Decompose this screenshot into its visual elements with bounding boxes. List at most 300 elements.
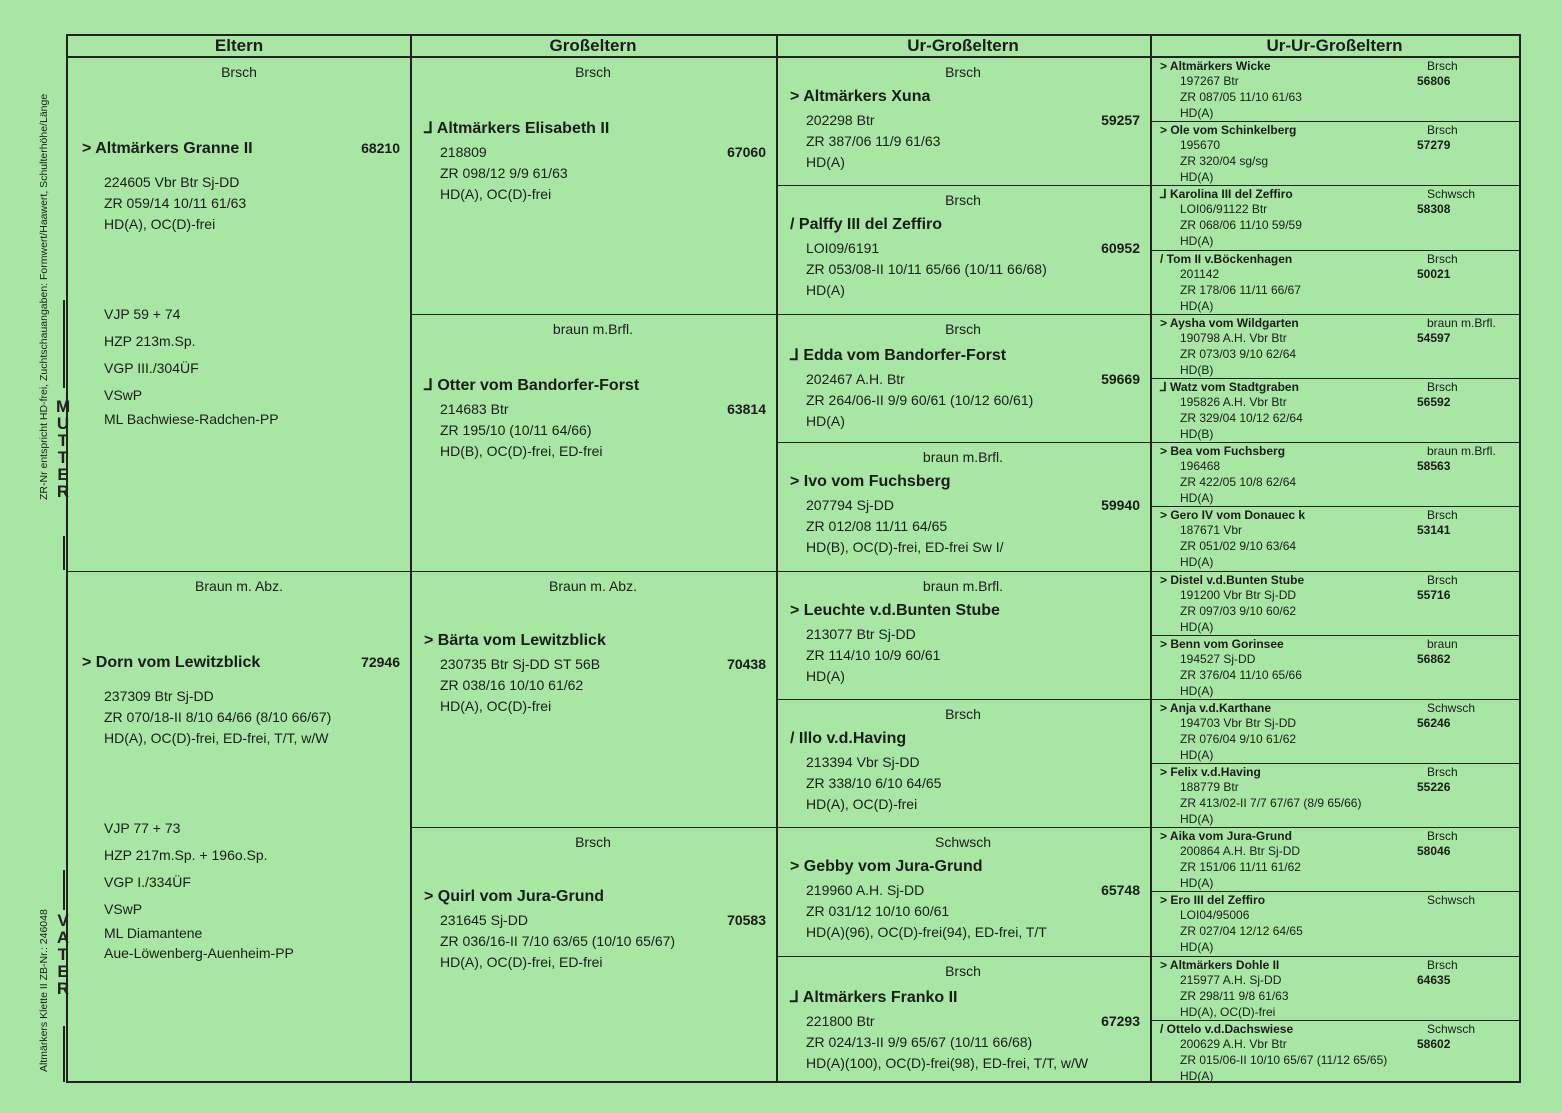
- detail-text: ZR 097/03 9/10 60/62: [1180, 603, 1297, 618]
- detail-text: HD(A): [1180, 298, 1214, 313]
- coat-color: Brsch: [1427, 379, 1458, 394]
- dog-name-text: / Ottelo v.d.Dachswiese: [1160, 1021, 1294, 1036]
- coat-color: Brsch: [1427, 508, 1458, 523]
- detail-line: [1160, 282, 1519, 298]
- dog-id: 64635: [1417, 972, 1451, 987]
- pedigree-cell: [1150, 892, 1519, 956]
- dog-name: [410, 888, 776, 906]
- detail-line: [1160, 554, 1519, 570]
- coat-color: Brsch: [1427, 765, 1458, 780]
- detail-line: ZR 053/08-II 10/11 65/66 (10/11 66/68): [806, 261, 1047, 278]
- dog-name-text: > Gebby vom Jura-Grund: [790, 858, 983, 876]
- detail-text: ZR 073/03 9/10 62/64: [1180, 346, 1297, 361]
- side-note-bottom: Altmärkers Klette II ZB-Nr.: 246048: [38, 909, 50, 1072]
- detail-line: [1160, 587, 1519, 603]
- detail-line: [410, 910, 776, 931]
- detail-line: [776, 880, 1150, 901]
- detail-line: [1160, 153, 1519, 169]
- detail-text: ZR 298/11 9/8 61/63: [1180, 988, 1289, 1003]
- detail-line: [1160, 426, 1519, 442]
- detail-text: ZR 051/02 9/10 63/64: [1180, 539, 1297, 554]
- pedigree-cell: [776, 58, 1150, 186]
- performance-line: HZP 217m.Sp. + 196o.Sp.: [104, 846, 268, 863]
- side-line: [63, 870, 65, 910]
- detail-line: [1160, 169, 1519, 185]
- detail-text: 214683 Btr: [440, 400, 509, 417]
- detail-line: ZR 195/10 (10/11 64/66): [440, 421, 592, 438]
- detail-text: HD(A): [1180, 619, 1214, 634]
- pedigree-cell: [1150, 957, 1519, 1021]
- dog-id: 68210: [361, 140, 400, 156]
- detail-line: 213394 Vbr Sj-DD: [806, 753, 920, 770]
- pedigree-cell: [1150, 315, 1519, 379]
- detail-line: [1160, 538, 1519, 554]
- dog-name-text: > Ivo vom Fuchsberg: [790, 473, 951, 491]
- detail-line: [1160, 795, 1519, 811]
- dog-id: 63814: [727, 400, 766, 417]
- performance-line: ML Bachwiese-Radchen-PP: [104, 411, 279, 427]
- pedigree-cell: [1150, 122, 1519, 186]
- detail-line: [1160, 490, 1519, 506]
- dog-name-text: > Dorn vom Lewitzblick: [82, 653, 261, 671]
- dog-name-text: ⅃ Otter vom Bandorfer-Forst: [424, 376, 640, 394]
- dog-id: 60952: [1101, 240, 1140, 257]
- detail-line: HD(A), OC(D)-frei: [440, 186, 552, 202]
- dog-name-text: ⅃ Altmärkers Franko II: [790, 988, 958, 1006]
- column-grosseltern: [410, 36, 778, 1081]
- detail-text: 200629 A.H. Vbr Btr: [1180, 1036, 1287, 1051]
- detail-line: 213077 Btr Sj-DD: [806, 625, 916, 642]
- detail-line: ZR 012/08 11/11 64/65: [806, 518, 948, 535]
- coat-color: braun m.Brfl.: [922, 449, 1004, 466]
- detail-line: [1160, 105, 1519, 121]
- coat-color: Schwsch: [1427, 187, 1476, 202]
- detail-line: [1160, 972, 1519, 988]
- detail-line: [1160, 73, 1519, 89]
- detail-line: [1160, 683, 1519, 699]
- dog-name-text: / Tom II v.Böckenhagen: [1160, 251, 1293, 266]
- dog-id: 70438: [727, 655, 766, 672]
- detail-text: HD(A): [1180, 683, 1214, 698]
- detail-text: 219960 A.H. Sj-DD: [806, 882, 925, 899]
- detail-line: ZR 114/10 10/9 60/61: [806, 646, 941, 663]
- coat-color: Brsch: [945, 705, 981, 722]
- dog-name-text: > Altmärkers Granne II: [82, 140, 253, 157]
- detail-text: ZR 178/06 11/11 66/67: [1180, 282, 1301, 297]
- detail-line: HD(A), OC(D)-frei: [440, 697, 552, 714]
- detail-line: [1160, 779, 1519, 795]
- detail-line: [1160, 1052, 1519, 1068]
- detail-line: [1160, 474, 1519, 490]
- dog-name: [1160, 380, 1519, 394]
- dog-id: 59257: [1101, 112, 1140, 128]
- detail-line: ZR 038/16 10/10 61/62: [440, 676, 584, 693]
- dog-name: [776, 345, 1150, 365]
- dog-id: 58563: [1417, 459, 1451, 474]
- header-eltern: Eltern: [68, 36, 410, 58]
- detail-line: [1160, 939, 1519, 955]
- detail-text: 195826 A.H. Vbr Btr: [1180, 394, 1287, 409]
- detail-line: HD(B), OC(D)-frei, ED-frei: [440, 442, 603, 459]
- dog-id: 53141: [1417, 523, 1451, 538]
- detail-line: [1160, 1068, 1519, 1084]
- detail-line: HD(A): [806, 282, 845, 299]
- detail-text: 191200 Vbr Btr Sj-DD: [1180, 587, 1297, 602]
- dog-name: [776, 216, 1150, 234]
- detail-line: [1160, 715, 1519, 731]
- detail-text: ZR 068/06 11/10 59/59: [1180, 218, 1302, 233]
- dog-name-text: > Ero III del Zeffiro: [1160, 893, 1266, 908]
- detail-line: ZR 059/14 10/11 61/63: [104, 195, 247, 211]
- dog-name-text: > Bea vom Fuchsberg: [1160, 444, 1286, 459]
- dog-name: [776, 730, 1150, 748]
- coat-color: braun m.Brfl.: [922, 577, 1004, 594]
- dog-name-text: > Anja v.d.Karthane: [1160, 700, 1272, 715]
- dog-name-text: > Altmärkers Dohle II: [1160, 957, 1280, 972]
- dog-name: [1160, 316, 1519, 330]
- pedigree-cell: [776, 186, 1150, 314]
- pedigree-cell: [1150, 764, 1519, 828]
- pedigree-cell: [1150, 58, 1519, 122]
- pedigree-cell: [1150, 443, 1519, 507]
- pedigree-cell: [1150, 636, 1519, 700]
- coat-color: Braun m. Abz.: [195, 577, 283, 594]
- dog-name: [68, 140, 410, 158]
- detail-line: [410, 142, 776, 163]
- detail-line: HD(A), OC(D)-frei, ED-frei: [440, 954, 603, 971]
- coat-color: Brsch: [1427, 572, 1458, 587]
- detail-line: [1160, 1004, 1519, 1020]
- detail-text: 202467 A.H. Btr: [806, 370, 905, 387]
- dog-id: 56862: [1417, 651, 1451, 666]
- column-urgrosseltern: [776, 36, 1152, 1081]
- dog-name: [1160, 59, 1519, 73]
- coat-color: braun: [1427, 636, 1458, 651]
- detail-line: ZR 098/12 9/9 61/63: [440, 165, 568, 181]
- header-grosseltern: Großeltern: [410, 36, 776, 58]
- detail-text: HD(B): [1180, 426, 1214, 441]
- detail-line: [1160, 522, 1519, 538]
- mutter-label: M U T T E R: [56, 397, 71, 501]
- detail-line: [1160, 923, 1519, 939]
- detail-line: [1160, 362, 1519, 378]
- dog-name: [1160, 252, 1519, 266]
- dog-name: [1160, 893, 1519, 907]
- dog-name-text: > Ole vom Schinkelberg: [1160, 123, 1297, 138]
- dog-name: [1160, 958, 1519, 972]
- detail-text: 218809: [440, 144, 487, 160]
- performance-line: ML Diamantene: [104, 924, 203, 941]
- dog-name: [1160, 637, 1519, 651]
- dog-id: 67293: [1101, 1012, 1140, 1029]
- pedigree-cell: [410, 58, 776, 315]
- detail-text: HD(A): [1180, 234, 1214, 249]
- pedigree-cell: [776, 957, 1150, 1085]
- performance-line: VGP I./334ÜF: [104, 873, 191, 890]
- column-eltern: [68, 36, 412, 1081]
- detail-text: ZR 087/05 11/10 61/63: [1180, 90, 1302, 104]
- coat-color: Schwsch: [1427, 1021, 1476, 1036]
- coat-color: Schwsch: [1427, 700, 1476, 715]
- performance-line: VJP 59 + 74: [104, 306, 181, 322]
- detail-line: [1160, 603, 1519, 619]
- detail-text: 194527 Sj-DD: [1180, 651, 1256, 666]
- detail-text: 188779 Btr: [1180, 780, 1239, 795]
- detail-line: [1160, 330, 1519, 346]
- dog-name-text: ⅃ Watz vom Stadtgraben: [1160, 379, 1299, 394]
- dog-name: [410, 632, 776, 650]
- dog-name: [776, 987, 1150, 1007]
- detail-line: [1160, 747, 1519, 763]
- dog-name: [776, 602, 1150, 620]
- dog-name-text: ⅃ Altmärkers Elisabeth II: [424, 120, 610, 137]
- pedigree-cell: [68, 58, 410, 572]
- dog-name-text: > Quirl vom Jura-Grund: [424, 888, 605, 906]
- detail-line: HD(A), OC(D)-frei: [806, 795, 918, 812]
- detail-text: HD(A): [1180, 491, 1214, 506]
- detail-text: HD(A): [1180, 747, 1214, 762]
- dog-id: 72946: [361, 653, 400, 670]
- detail-text: LOI06/91122 Btr: [1180, 202, 1268, 217]
- detail-line: ZR 070/18-II 8/10 64/66 (8/10 66/67): [104, 708, 332, 725]
- detail-text: HD(A): [1180, 1068, 1214, 1083]
- dog-id: 56592: [1417, 394, 1451, 409]
- detail-line: ZR 387/06 11/9 61/63: [806, 133, 941, 149]
- pedigree-cell: [68, 572, 410, 1086]
- dog-id: 57279: [1417, 138, 1451, 153]
- performance-line: VGP III./304ÜF: [104, 360, 199, 376]
- detail-line: [1160, 859, 1519, 875]
- detail-line: ZR 024/13-II 9/9 65/67 (10/11 66/68): [806, 1033, 1033, 1050]
- detail-line: HD(A), OC(D)-frei: [104, 216, 216, 232]
- dog-name-text: > Aika vom Jura-Grund: [1160, 829, 1292, 844]
- dog-id: 58046: [1417, 844, 1451, 859]
- dog-name-text: > Leuchte v.d.Bunten Stube: [790, 601, 1000, 619]
- pedigree-cell: [1150, 379, 1519, 443]
- pedigree-cell: [1150, 507, 1519, 571]
- detail-text: ZR 027/04 12/12 64/65: [1180, 924, 1303, 939]
- detail-line: HD(B), OC(D)-frei, ED-frei Sw I/: [806, 539, 1004, 556]
- detail-line: [1160, 217, 1519, 233]
- pedigree-cell: [1150, 700, 1519, 764]
- detail-line: [776, 369, 1150, 390]
- side-line: [63, 536, 65, 570]
- detail-line: HD(A): [806, 154, 845, 170]
- coat-color: Brsch: [1427, 829, 1458, 844]
- detail-line: ZR 264/06-II 9/9 60/61 (10/12 60/61): [806, 391, 1034, 408]
- pedigree-cell: [410, 572, 776, 829]
- detail-line: ZR 036/16-II 7/10 63/65 (10/10 65/67): [440, 933, 676, 950]
- coat-color: Schwsch: [934, 834, 992, 851]
- detail-text: 194703 Vbr Btr Sj-DD: [1180, 715, 1297, 730]
- detail-text: 230735 Btr Sj-DD ST 56B: [440, 655, 601, 672]
- detail-text: 200864 A.H. Btr Sj-DD: [1180, 844, 1301, 859]
- dog-name: [1160, 573, 1519, 587]
- dog-name-text: > Bärta vom Lewitzblick: [424, 631, 606, 649]
- coat-color: Braun m. Abz.: [549, 577, 637, 594]
- detail-text: HD(A): [1180, 106, 1214, 120]
- detail-line: [1160, 410, 1519, 426]
- detail-text: 187671 Vbr: [1180, 523, 1243, 538]
- detail-line: [1160, 266, 1519, 282]
- detail-text: 215977 A.H. Sj-DD: [1180, 972, 1282, 987]
- coat-color: Brsch: [945, 320, 981, 337]
- detail-line: HD(A)(96), OC(D)-frei(94), ED-frei, T/T: [806, 924, 1047, 941]
- side-line: [63, 300, 65, 388]
- header-urgrosseltern: Ur-Großeltern: [776, 36, 1150, 58]
- detail-text: ZR 376/04 11/10 65/66: [1180, 667, 1302, 682]
- coat-color: Brsch: [945, 64, 981, 80]
- performance-line: VJP 77 + 73: [104, 819, 181, 836]
- coat-color: braun m.Brfl.: [1427, 444, 1496, 459]
- coat-color: Brsch: [1427, 59, 1458, 73]
- detail-line: [1160, 394, 1519, 410]
- detail-line: [1160, 731, 1519, 747]
- detail-line: HD(A)(100), OC(D)-frei(98), ED-frei, T/T, w/W: [806, 1054, 1089, 1071]
- detail-line: HD(A): [806, 667, 845, 684]
- detail-text: ZR 422/05 10/8 62/64: [1180, 475, 1297, 490]
- dog-id: 56246: [1417, 715, 1451, 730]
- dog-name: [1160, 187, 1519, 201]
- detail-line: [1160, 137, 1519, 153]
- detail-line: HD(A), OC(D)-frei, ED-frei, T/T, w/W: [104, 729, 329, 746]
- detail-text: ZR 015/06-II 10/10 65/67 (11/12 65/65): [1180, 1052, 1388, 1067]
- dog-id: 50021: [1417, 266, 1451, 281]
- detail-line: [1160, 1036, 1519, 1052]
- dog-name: [1160, 444, 1519, 458]
- pedigree-table: [66, 34, 1521, 1083]
- detail-line: [1160, 843, 1519, 859]
- pedigree-cell: [1150, 572, 1519, 636]
- dog-id: 67060: [727, 144, 766, 160]
- coat-color: Brsch: [221, 64, 257, 80]
- detail-line: [1160, 907, 1519, 923]
- dog-name-text: > Distel v.d.Bunten Stube: [1160, 572, 1305, 587]
- pedigree-cell: [1150, 251, 1519, 315]
- coat-color: Schwsch: [1427, 893, 1476, 908]
- detail-text: 201142: [1180, 266, 1220, 281]
- detail-text: ZR 320/04 sg/sg: [1180, 154, 1269, 169]
- detail-line: [1160, 346, 1519, 362]
- pedigree-cell: [1150, 1021, 1519, 1085]
- vater-label: V A T E R: [56, 911, 70, 998]
- detail-text: 196468: [1180, 459, 1221, 474]
- detail-text: LOI09/6191: [806, 240, 880, 257]
- pedigree-cell: [776, 315, 1150, 443]
- dog-name-text: > Altmärkers Wicke: [1160, 59, 1271, 73]
- dog-id: 59669: [1101, 370, 1140, 387]
- detail-text: ZR 151/06 11/11 61/62: [1180, 860, 1301, 875]
- dog-name-text: > Felix v.d.Having: [1160, 765, 1261, 780]
- performance-line: VSwP: [104, 387, 143, 403]
- detail-text: 207794 Sj-DD: [806, 497, 894, 514]
- performance-line: VSwP: [104, 900, 143, 917]
- dog-id: 58602: [1417, 1036, 1451, 1051]
- dog-name: [410, 375, 776, 395]
- coat-color: Brsch: [1427, 123, 1458, 138]
- header-ururgrosseltern: Ur-Ur-Großeltern: [1150, 36, 1519, 58]
- detail-text: HD(A): [1180, 940, 1214, 955]
- detail-line: ZR 031/12 10/10 60/61: [806, 903, 950, 920]
- detail-line: [1160, 233, 1519, 249]
- detail-line: [1160, 201, 1519, 217]
- dog-name-text: > Benn vom Gorinsee: [1160, 636, 1284, 651]
- dog-name: [776, 88, 1150, 106]
- detail-text: HD(A): [1180, 876, 1214, 891]
- dog-name: [776, 858, 1150, 876]
- dog-id: 70583: [727, 912, 766, 929]
- detail-line: [1160, 988, 1519, 1004]
- dog-name: [1160, 123, 1519, 137]
- dog-name: [1160, 701, 1519, 715]
- coat-color: Brsch: [945, 192, 981, 209]
- detail-text: 231645 Sj-DD: [440, 912, 528, 929]
- coat-color: Brsch: [575, 834, 611, 851]
- pedigree-cell: [776, 572, 1150, 700]
- side-note-top: ZR-Nr entspricht HD-frei, Zuchtschauangaben: Formwert/Haawert, Schulterhöhe/Länge: [38, 93, 50, 500]
- detail-text: 221800 Btr: [806, 1012, 875, 1029]
- coat-color: Brsch: [1427, 251, 1458, 266]
- dog-name-text: / Palffy III del Zeffiro: [790, 216, 943, 234]
- dog-name-text: > Gero IV vom Donauec k: [1160, 508, 1306, 523]
- dog-name-text: ⅃ Karolina III del Zeffiro: [1160, 187, 1293, 202]
- detail-line: [410, 399, 776, 420]
- detail-text: 195670: [1180, 138, 1221, 153]
- pedigree-cell: [776, 700, 1150, 828]
- detail-line: [1160, 619, 1519, 635]
- detail-text: HD(A), OC(D)-frei: [1180, 1004, 1276, 1019]
- detail-line: [776, 495, 1150, 516]
- coat-color: Brsch: [945, 962, 981, 979]
- detail-text: HD(A): [1180, 812, 1214, 827]
- detail-line: HD(A): [806, 412, 845, 429]
- dog-name-text: / Illo v.d.Having: [790, 729, 907, 747]
- dog-name: [1160, 829, 1519, 843]
- detail-line: [776, 1011, 1150, 1032]
- detail-line: ZR 338/10 6/10 64/65: [806, 774, 942, 791]
- detail-line: 237309 Btr Sj-DD: [104, 687, 214, 704]
- column-ururgrosseltern: [1150, 36, 1519, 1081]
- coat-color: braun m.Brfl.: [1427, 315, 1496, 330]
- coat-color: Brsch: [1427, 957, 1458, 972]
- pedigree-cell: [1150, 828, 1519, 892]
- dog-name: [410, 118, 776, 138]
- performance-line: Aue-Löwenberg-Auenheim-PP: [104, 944, 294, 961]
- performance-line: HZP 213m.Sp.: [104, 333, 196, 349]
- detail-text: HD(A): [1180, 555, 1214, 570]
- detail-text: 197267 Btr: [1180, 74, 1239, 88]
- detail-line: [1160, 651, 1519, 667]
- detail-text: 202298 Btr: [806, 112, 875, 128]
- coat-color: Brsch: [575, 64, 611, 80]
- detail-line: [1160, 667, 1519, 683]
- detail-line: [1160, 298, 1519, 314]
- pedigree-cell: [410, 828, 776, 1085]
- side-line: [63, 1026, 65, 1082]
- dog-id: 56806: [1417, 74, 1451, 88]
- detail-text: 190798 A.H. Vbr Btr: [1180, 330, 1287, 345]
- dog-name: [1160, 765, 1519, 779]
- dog-name: [1160, 508, 1519, 522]
- dog-name: [1160, 1022, 1519, 1036]
- dog-name: [776, 473, 1150, 491]
- dog-id: 59940: [1101, 497, 1140, 514]
- detail-text: ZR 413/02-II 7/7 67/67 (8/9 65/66): [1180, 796, 1362, 811]
- detail-text: ZR 076/04 9/10 61/62: [1180, 731, 1297, 746]
- dog-id: 65748: [1101, 882, 1140, 899]
- detail-text: HD(A): [1180, 170, 1214, 185]
- dog-id: 58308: [1417, 202, 1451, 217]
